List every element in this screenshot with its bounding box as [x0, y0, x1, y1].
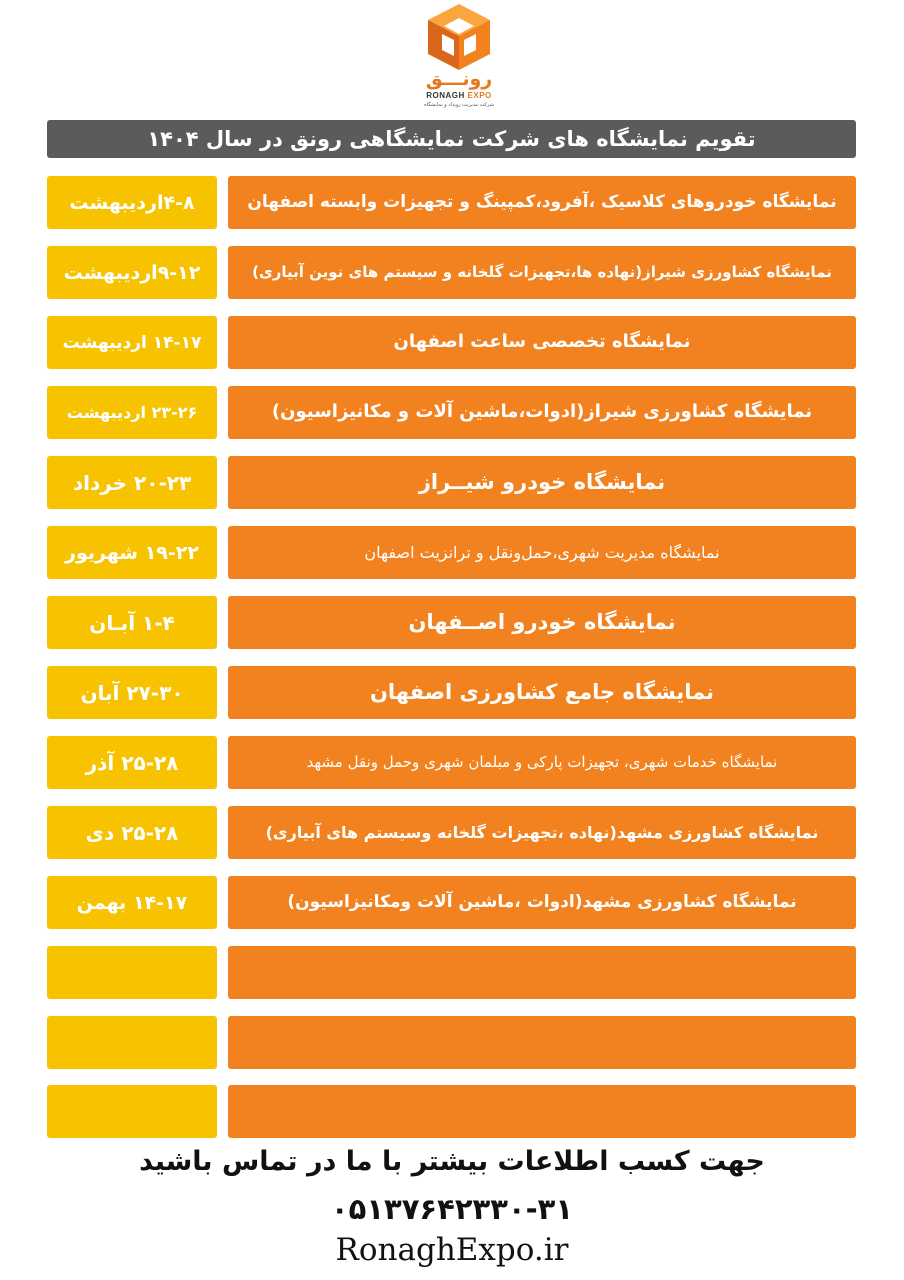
event-name: نمایشگاه مدیریت شهری،حمل‌ونقل و ترانزیت اصفهان — [228, 526, 856, 579]
event-name — [228, 1085, 856, 1138]
event-row — [47, 316, 856, 369]
event-date: ۴-۸اردیبهشت — [47, 176, 217, 229]
event-date: ۲۷-۳۰ آبان — [47, 666, 217, 719]
event-name: نمایشگاه خدمات شهری، تجهیزات پارکی و مبلمان شهری وحمل ونقل مشهد — [228, 736, 856, 789]
event-date — [47, 1016, 217, 1069]
event-row-empty — [47, 1016, 856, 1069]
event-name: نمایشگاه خودروهای کلاسیک ،آفرود،کمپینگ و تجهیزات وابسته اصفهان — [228, 176, 856, 229]
event-date — [47, 1085, 217, 1138]
event-row — [47, 176, 856, 229]
brand-logo — [418, 4, 500, 116]
event-date: ۲۵-۲۸ آذر — [47, 736, 217, 789]
event-name: نمایشگاه کشاورزی مشهد(ادوات ،ماشین آلات ومکانیزاسیون) — [228, 876, 856, 929]
event-date: ۱۴-۱۷ بهمن — [47, 876, 217, 929]
event-name — [228, 1016, 856, 1069]
event-row — [47, 806, 856, 859]
event-name: نمایشگاه تخصصی ساعت اصفهان — [228, 316, 856, 369]
event-date: ۹-۱۲اردیبهشت — [47, 246, 217, 299]
event-date — [47, 946, 217, 999]
event-date: ۲۵-۲۸ دی — [47, 806, 217, 859]
event-name: نمایشگاه خودرو شیــراز — [228, 456, 856, 509]
calendar-title: تقویم نمایشگاه های شرکت نمایشگاهی رونق در سال ۱۴۰۴ — [147, 127, 756, 151]
brand-tagline: شرکت مدیریت رویداد و نمایشگاه — [424, 102, 494, 108]
event-date: ۲۰-۲۳ خرداد — [47, 456, 217, 509]
contact-website: RonaghExpo.ir — [335, 1232, 569, 1268]
event-row — [47, 526, 856, 579]
event-name: نمایشگاه کشاورزی مشهد(نهاده ،تجهیزات گلخانه وسیستم های آبیاری) — [228, 806, 856, 859]
brand-name-fa: رونـــق — [425, 68, 493, 90]
contact-text: جهت کسب اطلاعات بیشتر با ما در تماس باشید — [139, 1146, 765, 1177]
event-name: نمایشگاه خودرو اصــفهان — [228, 596, 856, 649]
event-date: ۱۹-۲۲ شهریور — [47, 526, 217, 579]
event-date: ۲۳-۲۶ اردیبهشت — [47, 386, 217, 439]
event-row — [47, 876, 856, 929]
event-date: ۱۴-۱۷ اردیبهشت — [47, 316, 217, 369]
event-row — [47, 666, 856, 719]
cube-logo-icon — [418, 4, 500, 70]
event-name: نمایشگاه جامع کشاورزی اصفهان — [228, 666, 856, 719]
event-row — [47, 596, 856, 649]
brand-name-en: RONAGH EXPO — [426, 91, 492, 100]
contact-phone: ۰۵۱۳۷۶۴۲۳۳۰-۳۱ — [330, 1192, 574, 1226]
event-row — [47, 386, 856, 439]
event-row — [47, 456, 856, 509]
event-row-empty — [47, 1085, 856, 1138]
event-name — [228, 946, 856, 999]
event-row — [47, 736, 856, 789]
event-name: نمایشگاه کشاورزی شیراز(ادوات،ماشین آلات و مکانیزاسیون) — [228, 386, 856, 439]
event-row-empty — [47, 946, 856, 999]
event-date: ۱-۴ آبـان — [47, 596, 217, 649]
event-row — [47, 246, 856, 299]
calendar-title-bar — [47, 120, 856, 158]
event-name: نمایشگاه کشاورزی شیراز(نهاده ها،تجهیزات گلخانه و سیستم های نوین آبیاری) — [228, 246, 856, 299]
